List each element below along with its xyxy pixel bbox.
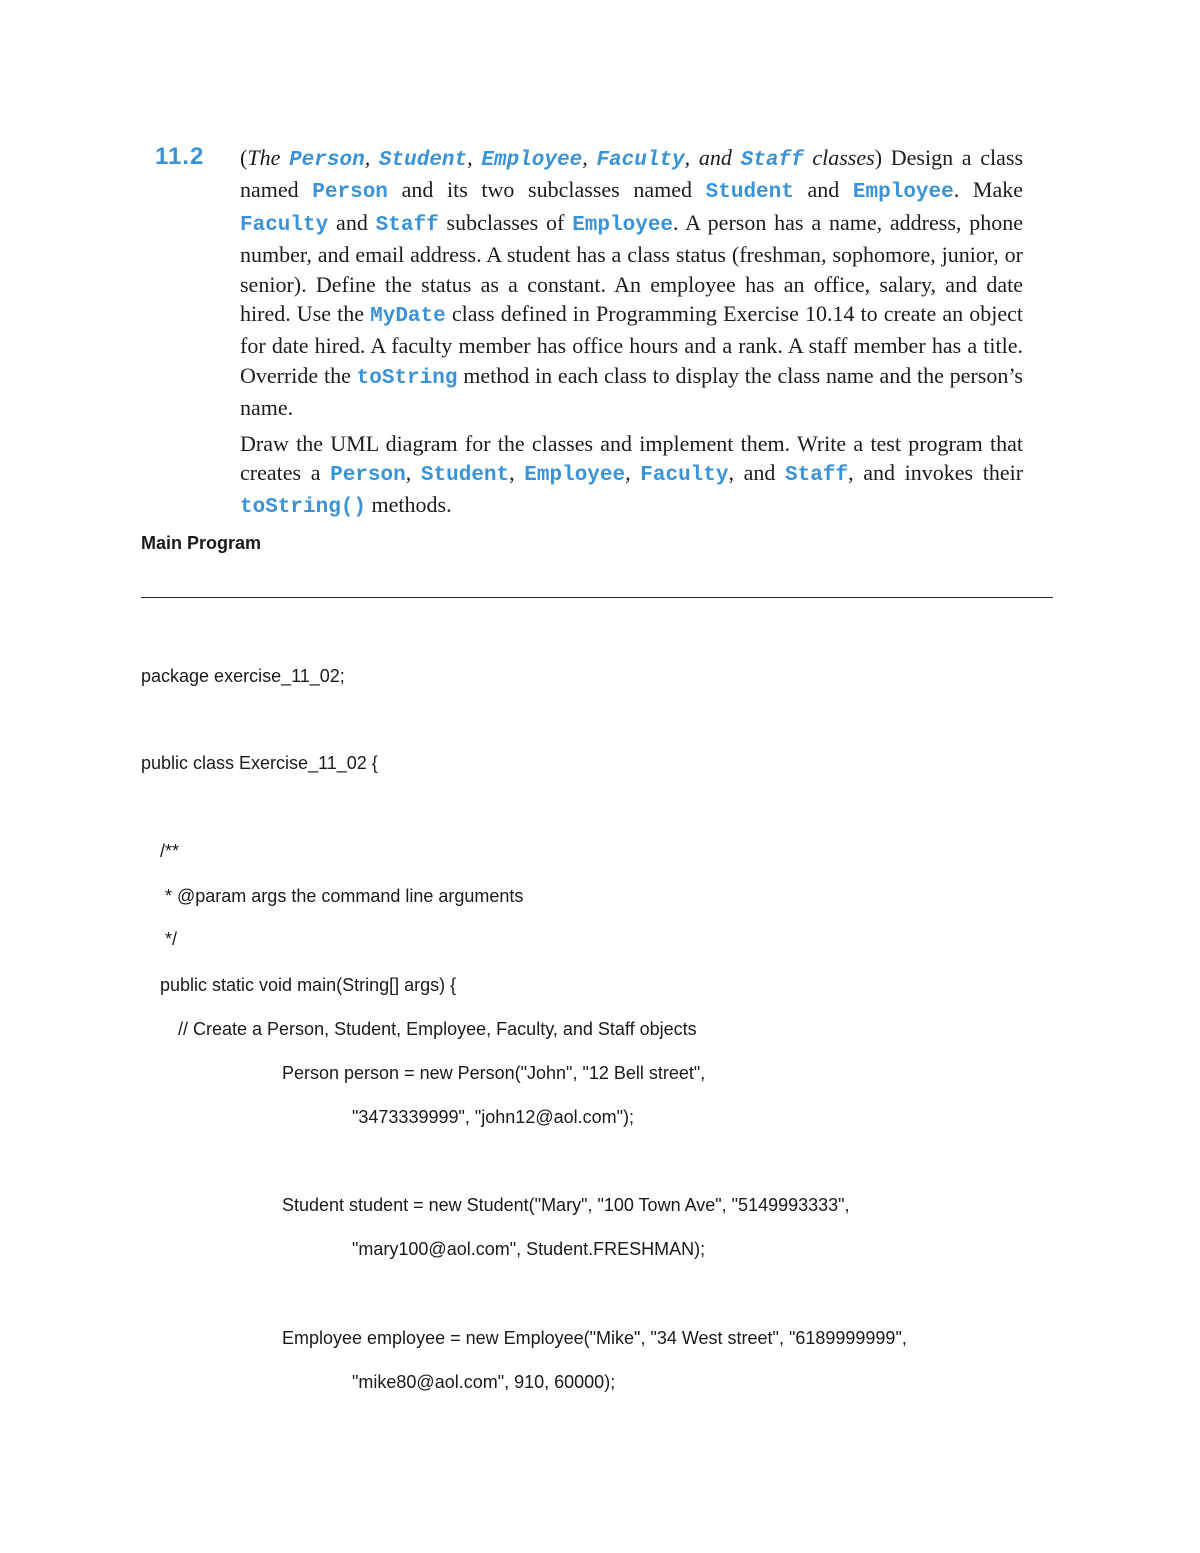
code-line: */: [160, 929, 178, 949]
exercise-number: 11.2: [155, 143, 205, 170]
class-name: Student: [378, 149, 468, 172]
code-line: "mary100@aol.com", Student.FRESHMAN);: [352, 1239, 706, 1259]
class-name: Faculty: [240, 213, 329, 237]
code-line: public static void main(String[] args) {: [160, 975, 457, 995]
class-name: Person: [330, 464, 406, 488]
class-name: Employee: [481, 149, 583, 172]
code-line: /**: [160, 841, 180, 861]
code-line: public class Exercise_11_02 {: [141, 753, 378, 773]
method-name: toString: [356, 366, 458, 390]
class-name: Faculty: [596, 149, 685, 172]
class-name: Student: [705, 181, 794, 205]
exercise-statement: [240, 143, 1023, 523]
class-name: Employee: [572, 213, 674, 237]
code-line: "3473339999", "john12@aol.com");: [352, 1107, 635, 1127]
code-line: // Create a Person, Student, Employee, Faculty, and Staff objects: [178, 1019, 697, 1039]
class-name: Person: [312, 181, 388, 205]
code-line: Person person = new Person("John", "12 Bell street",: [282, 1063, 706, 1083]
exercise-block: [155, 143, 1023, 523]
code-line: Student student = new Student("Mary", "100 Town Ave", "5149993333",: [282, 1195, 850, 1215]
code-line: "mike80@aol.com", 910, 60000);: [352, 1372, 616, 1392]
section-heading: Main Program: [141, 533, 262, 553]
exercise-paragraph-2: Draw the UML diagram for the classes and implement them. Write a test program that creates a Person, Student, Employee, Faculty, and Staff, and invokes their toString() methods.: [240, 430, 1024, 520]
class-name: Faculty: [640, 464, 729, 488]
class-name: Staff: [785, 464, 849, 488]
class-name: Employee: [852, 181, 954, 205]
exercise-paragraph-1: (The Person, Student, Employee, Faculty, and Staff classes) Design a class named Person and its two subclasses named Student and Employee. Make Faculty and Staff subclasses of Employee. A person has a name, address, phone number, and email address. A student has a class status (freshman, sophomore, junior, or senior). Define the status as a constant. An employee has an office, salary, and date hired. Use the MyDate class defined in Programming Exercise 10.14 to create an object for date hired. A faculty member has office hours and a rank. A staff member has a title. Override the toString method in each class to display the class name and the person’s name.: [240, 145, 1024, 421]
class-name: Staff: [375, 213, 439, 237]
horizontal-rule: [141, 597, 1053, 598]
class-name: Person: [289, 149, 365, 172]
code-line: * @param args the command line arguments: [160, 886, 524, 906]
code-line: Employee employee = new Employee("Mike", "34 West street", "6189999999",: [282, 1328, 907, 1348]
class-name: MyDate: [370, 305, 446, 329]
method-name: toString(): [240, 496, 367, 520]
class-name: Student: [420, 464, 510, 488]
code-line: package exercise_11_02;: [141, 666, 345, 686]
class-name: Employee: [524, 464, 626, 488]
class-name: Staff: [740, 149, 804, 172]
